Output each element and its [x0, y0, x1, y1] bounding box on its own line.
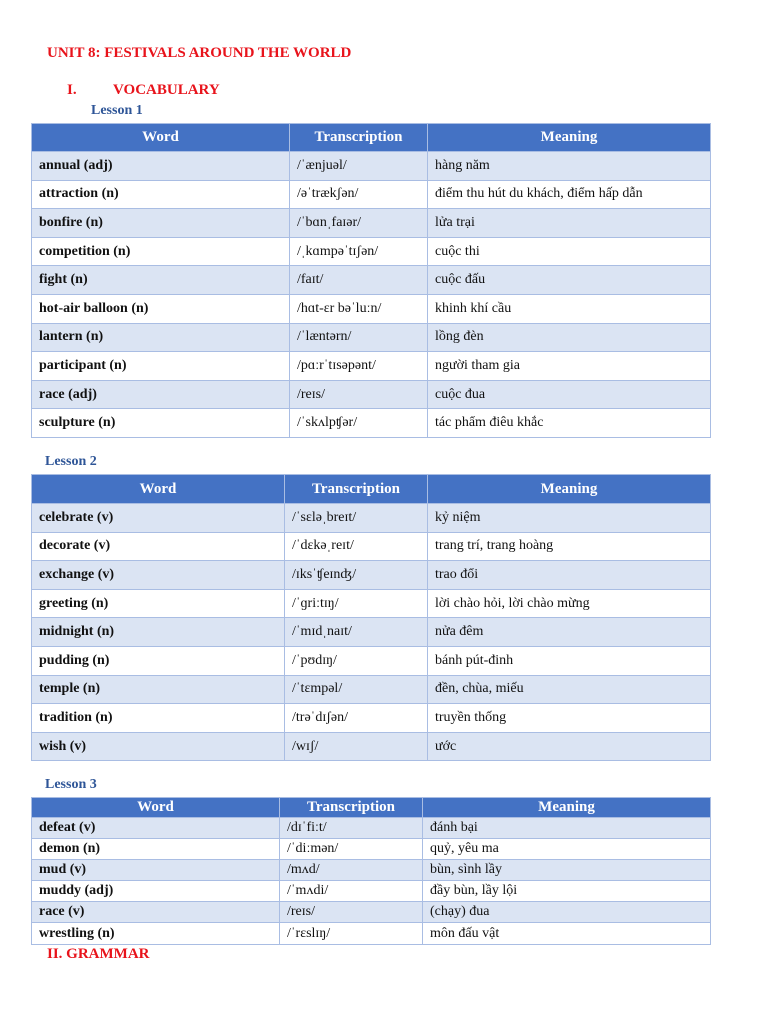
header-meaning: Meaning [428, 124, 711, 152]
lesson-3-table [31, 797, 711, 945]
header-transcription: Transcription [285, 475, 428, 504]
word-cell: celebrate (v) [32, 504, 285, 533]
transcription-cell: /faɪt/ [290, 266, 428, 295]
transcription-cell: /ˈtɛmpəl/ [285, 675, 428, 704]
transcription-cell: /wɪʃ/ [285, 732, 428, 761]
lesson-2-table [31, 474, 711, 761]
word-cell: midnight (n) [32, 618, 285, 647]
meaning-cell: lửa trại [428, 209, 711, 238]
word-cell: exchange (v) [32, 561, 285, 590]
word-cell: muddy (adj) [32, 881, 280, 902]
table-row [32, 323, 711, 352]
transcription-cell: /reɪs/ [280, 902, 423, 923]
transcription-cell: /ˈsɛləˌbreɪt/ [285, 504, 428, 533]
transcription-cell: /ˈmɪdˌnaɪt/ [285, 618, 428, 647]
word-cell: bonfire (n) [32, 209, 290, 238]
meaning-cell: môn đấu vật [423, 923, 711, 944]
transcription-cell: /ˈrɛslɪŋ/ [280, 923, 423, 944]
word-cell: fight (n) [32, 266, 290, 295]
transcription-cell: /ɪksˈʧeɪnʤ/ [285, 561, 428, 590]
table-row [32, 860, 711, 881]
table-row [32, 704, 711, 733]
table-row [32, 266, 711, 295]
section-title-grammar: II. GRAMMAR [47, 946, 150, 962]
meaning-cell: tác phẩm điêu khắc [428, 409, 711, 438]
table-row [32, 923, 711, 944]
table-row [32, 352, 711, 381]
transcription-cell: /ˈpʊdɪŋ/ [285, 646, 428, 675]
header-word: Word [32, 124, 290, 152]
meaning-cell: nửa đêm [428, 618, 711, 647]
meaning-cell: cuộc đấu [428, 266, 711, 295]
table-row [32, 409, 711, 438]
meaning-cell: hàng năm [428, 152, 711, 181]
transcription-cell: /reɪs/ [290, 380, 428, 409]
meaning-cell: truyền thống [428, 704, 711, 733]
word-cell: mud (v) [32, 860, 280, 881]
table-row [32, 902, 711, 923]
transcription-cell: /ˌkɑmpəˈtɪʃən/ [290, 237, 428, 266]
word-cell: sculpture (n) [32, 409, 290, 438]
word-cell: participant (n) [32, 352, 290, 381]
word-cell: lantern (n) [32, 323, 290, 352]
word-cell: decorate (v) [32, 532, 285, 561]
word-cell: race (adj) [32, 380, 290, 409]
meaning-cell: kỷ niệm [428, 504, 711, 533]
meaning-cell: lồng đèn [428, 323, 711, 352]
word-cell: demon (n) [32, 839, 280, 860]
header-meaning: Meaning [423, 798, 711, 818]
table-row [32, 618, 711, 647]
meaning-cell: bùn, sình lầy [423, 860, 711, 881]
meaning-cell: trang trí, trang hoàng [428, 532, 711, 561]
transcription-cell: /ˈskʌlpʧər/ [290, 409, 428, 438]
meaning-cell: bánh pút-đinh [428, 646, 711, 675]
table-row [32, 209, 711, 238]
table-row [32, 732, 711, 761]
transcription-cell: /ˈdiːmən/ [280, 839, 423, 860]
header-transcription: Transcription [290, 124, 428, 152]
meaning-cell: quỷ, yêu ma [423, 839, 711, 860]
meaning-cell: đền, chùa, miếu [428, 675, 711, 704]
table-row [32, 646, 711, 675]
word-cell: competition (n) [32, 237, 290, 266]
table-row [32, 532, 711, 561]
meaning-cell: điểm thu hút du khách, điểm hấp dẫn [428, 180, 711, 209]
table-row [32, 237, 711, 266]
meaning-cell: cuộc đua [428, 380, 711, 409]
word-cell: race (v) [32, 902, 280, 923]
transcription-cell: /ˈlæntərn/ [290, 323, 428, 352]
section-title-vocabulary: VOCABULARY [113, 82, 220, 98]
transcription-cell: /mʌd/ [280, 860, 423, 881]
meaning-cell: trao đổi [428, 561, 711, 590]
meaning-cell: cuộc thi [428, 237, 711, 266]
meaning-cell: khinh khí cầu [428, 294, 711, 323]
transcription-cell: /pɑːrˈtɪsəpənt/ [290, 352, 428, 381]
transcription-cell: /ˈdɛkəˌreɪt/ [285, 532, 428, 561]
lesson-3-label: Lesson 3 [45, 777, 97, 792]
table-row [32, 589, 711, 618]
header-word: Word [32, 475, 285, 504]
word-cell: annual (adj) [32, 152, 290, 181]
meaning-cell: ước [428, 732, 711, 761]
table-row [32, 294, 711, 323]
header-transcription: Transcription [280, 798, 423, 818]
transcription-cell: /ˈɡriːtɪŋ/ [285, 589, 428, 618]
transcription-cell: /trəˈdɪʃən/ [285, 704, 428, 733]
meaning-cell: (chạy) đua [423, 902, 711, 923]
word-cell: pudding (n) [32, 646, 285, 675]
transcription-cell: /ˈbɑnˌfaɪər/ [290, 209, 428, 238]
table-row [32, 380, 711, 409]
word-cell: temple (n) [32, 675, 285, 704]
transcription-cell: /ˈænjuəl/ [290, 152, 428, 181]
word-cell: defeat (v) [32, 818, 280, 839]
section-number: I. [67, 82, 77, 98]
word-cell: greeting (n) [32, 589, 285, 618]
lesson-2-label: Lesson 2 [45, 454, 97, 469]
lesson-1-label: Lesson 1 [91, 103, 143, 118]
transcription-cell: /əˈtrækʃən/ [290, 180, 428, 209]
meaning-cell: đầy bùn, lầy lội [423, 881, 711, 902]
header-word: Word [32, 798, 280, 818]
table-row [32, 675, 711, 704]
table-row [32, 180, 711, 209]
word-cell: hot-air balloon (n) [32, 294, 290, 323]
word-cell: tradition (n) [32, 704, 285, 733]
meaning-cell: người tham gia [428, 352, 711, 381]
table-row [32, 839, 711, 860]
table-row [32, 881, 711, 902]
transcription-cell: /hɑt-ɛr bəˈluːn/ [290, 294, 428, 323]
table-row [32, 152, 711, 181]
table-row [32, 504, 711, 533]
unit-title: UNIT 8: FESTIVALS AROUND THE WORLD [47, 45, 352, 61]
lesson-1-table [31, 123, 711, 438]
word-cell: wish (v) [32, 732, 285, 761]
transcription-cell: /dɪˈfiːt/ [280, 818, 423, 839]
table-row [32, 818, 711, 839]
meaning-cell: đánh bại [423, 818, 711, 839]
word-cell: attraction (n) [32, 180, 290, 209]
word-cell: wrestling (n) [32, 923, 280, 944]
table-row [32, 561, 711, 590]
header-meaning: Meaning [428, 475, 711, 504]
meaning-cell: lời chào hỏi, lời chào mừng [428, 589, 711, 618]
transcription-cell: /ˈmʌdi/ [280, 881, 423, 902]
